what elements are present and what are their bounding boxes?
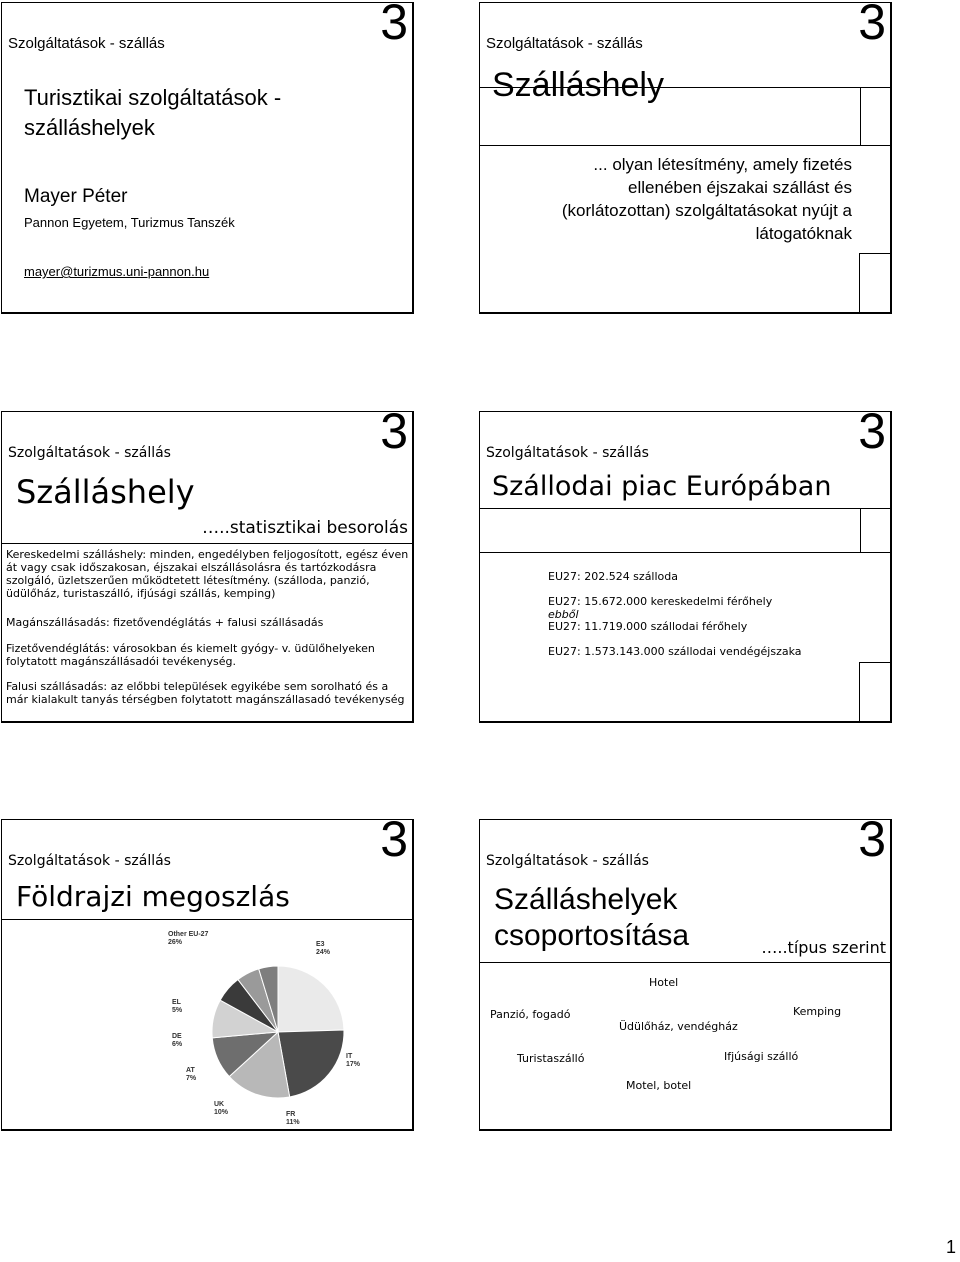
slide-number: 3	[858, 819, 886, 867]
author-name: Mayer Péter	[24, 186, 128, 207]
slide-header: Szolgáltatások - szállás	[486, 35, 643, 52]
type-motel: Motel, botel	[626, 1079, 692, 1092]
pie-label-it: IT 17%	[346, 1053, 361, 1068]
slide-header: Szolgáltatások - szállás	[486, 445, 649, 461]
slide-accommodation-definition	[479, 2, 892, 314]
definition-text: ... olyan létesítmény, amely fizetés ellenében éjszakai szállást és (korlátozottan) szolgáltatásokat nyújt a látogatóknak	[561, 155, 852, 243]
paragraph-private: Magánszállásadás: fizetővendéglátás + falusi szállásadás	[6, 616, 324, 629]
slide-header: Szolgáltatások - szállás	[486, 853, 649, 869]
slide-number: 3	[380, 411, 408, 459]
slide-accommodation-types	[479, 819, 892, 1131]
title-box-bottom	[480, 552, 890, 553]
title-rule	[480, 508, 890, 509]
slide-statistical-classification	[1, 411, 414, 723]
affiliation: Pannon Egyetem, Turizmus Tanszék	[24, 215, 235, 230]
title-rule	[480, 87, 890, 88]
title-box-edge	[860, 87, 861, 145]
type-holiday-house: Üdülőház, vendégház	[619, 1020, 738, 1033]
stat-of-which: ebből	[548, 608, 579, 621]
slide-number: 3	[858, 411, 886, 459]
slide-title	[1, 2, 414, 314]
slide-number: 3	[858, 2, 886, 50]
type-youth-hostel: Ifjúsági szálló	[724, 1050, 799, 1063]
pie-label-fr: FR 11%	[286, 1111, 300, 1124]
slide-number: 3	[380, 2, 408, 50]
slide-title-text: Turisztikai szolgáltatások - szálláshelyek	[24, 85, 282, 140]
slide-title: Szállodai piac Európában	[492, 471, 832, 502]
slide-geographic-distribution	[1, 819, 414, 1131]
stat-guest-nights: EU27: 1.573.143.000 szállodai vendégéjszaka	[548, 645, 802, 658]
type-hotel: Hotel	[649, 976, 679, 989]
slide-number: 3	[380, 819, 408, 867]
slide-title: Szálláshelyek csoportosítása	[494, 883, 690, 952]
title-rule	[2, 543, 412, 544]
corner-box	[859, 253, 890, 312]
slide-title: Szálláshely	[16, 473, 195, 511]
pie-label-at: AT 7%	[186, 1067, 197, 1082]
stat-hotels: EU27: 202.524 szálloda	[548, 570, 678, 583]
stat-commercial-beds: EU27: 15.672.000 kereskedelmi férőhely	[548, 595, 773, 608]
email-link[interactable]: mayer@turizmus.uni-pannon.hu	[24, 264, 210, 279]
paragraph-paying-guest: Fizetővendéglátás: városokban és kiemelt gyógy- v. üdülőhelyeken folytatott magánszállásadói tevékenység.	[6, 642, 375, 668]
type-camping: Kemping	[793, 1005, 842, 1018]
slide-header: Szolgáltatások - szállás	[8, 35, 165, 52]
slide-subtitle: …..statisztikai besorolás	[202, 518, 408, 538]
pie-label-uk: UK 10%	[214, 1101, 229, 1116]
pie-label-el: EL 5%	[172, 999, 183, 1014]
title-rule	[480, 962, 890, 963]
slide-header: Szolgáltatások - szállás	[8, 853, 171, 869]
page-number: 1	[945, 1237, 956, 1257]
slide-title: Földrajzi megoszlás	[16, 880, 290, 913]
slide-subtitle: …..típus szerint	[761, 938, 886, 957]
pie-label-de: DE 6%	[172, 1033, 183, 1048]
stat-hotel-beds: EU27: 11.719.000 szállodai férőhely	[548, 620, 748, 633]
slide-hotel-market	[479, 411, 892, 723]
type-tourist-hostel: Turistaszálló	[517, 1052, 585, 1065]
pie-label-e3: E3 24%	[316, 941, 331, 956]
paragraph-rural: Falusi szállásadás: az előbbi települések egyikébe sem sorolható és a már kialakult tanyás térségben folytatott magánszállasadó tevékenység	[6, 680, 405, 706]
type-guesthouse: Panzió, fogadó	[490, 1008, 571, 1021]
slide-title: Szálláshely	[492, 66, 664, 104]
title-box-edge	[860, 508, 861, 552]
pie-chart	[168, 928, 388, 1124]
corner-box	[859, 662, 890, 721]
pie-slice-other-eu-27	[278, 966, 344, 1032]
pie-label-other-eu-27: Other EU-27 26%	[168, 931, 209, 946]
title-rule	[2, 919, 412, 920]
title-box-bottom	[480, 145, 890, 146]
slide-header: Szolgáltatások - szállás	[8, 445, 171, 461]
paragraph-commercial: Kereskedelmi szálláshely: minden, engedélyben feljogosított, egész éven át vagy csak időszakosan, éjszakai elszállásolásra és tartózkodásra szolgáló, üzletszerűen működtetett létesítmény. (szálloda, panzió, üdülőház, turistaszálló, ifjúsági szállás, kemping)	[6, 548, 409, 600]
